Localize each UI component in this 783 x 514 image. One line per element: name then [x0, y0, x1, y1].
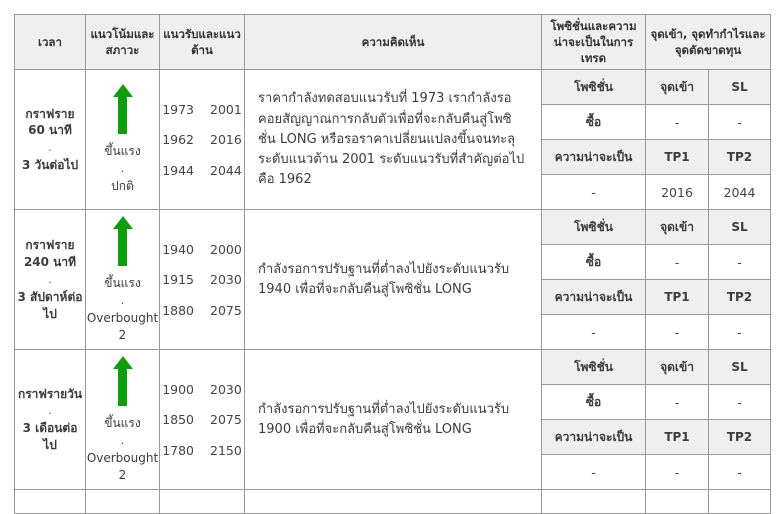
level-pair: 1880 2075 [162, 302, 242, 318]
col-header-time: เวลา [15, 15, 86, 70]
trend-cell [86, 210, 160, 350]
timeframe-cell [15, 70, 86, 210]
trend-condition-label: Overbought 2 [86, 450, 159, 482]
comment-cell [245, 350, 542, 490]
timeframe-label: กราฟราย 240 นาที [23, 238, 77, 269]
tp1-value-cell: - [646, 455, 709, 490]
table-row [15, 350, 771, 385]
support-resistance-cell [160, 70, 245, 210]
up-arrow-icon [113, 216, 133, 266]
tp1-value-cell: - [646, 315, 709, 350]
col-header-entry-tp-sl: จุดเข้า, จุดทำกำไรและจุดตัดขาดทุน [646, 15, 771, 70]
table-row [15, 210, 771, 245]
probability-label-cell: ความน่าจะเป็น [542, 420, 646, 455]
level-pair: 1850 2075 [162, 412, 242, 428]
level-pair: 1780 2150 [162, 442, 242, 458]
tp2-label-cell: TP2 [709, 280, 771, 315]
position-label-cell: โพซิชั่น [542, 350, 646, 385]
tp1-value-cell: 2016 [646, 175, 709, 210]
level-pair: 1962 2016 [162, 132, 242, 148]
up-arrow-icon [113, 84, 133, 134]
trend-cell [86, 70, 160, 210]
dot-separator: . [120, 293, 125, 307]
dot-separator: . [48, 404, 52, 418]
tp1-label-cell: TP1 [646, 280, 709, 315]
sl-label-cell: SL [709, 350, 771, 385]
position-label-cell: โพซิชั่น [542, 210, 646, 245]
tp2-label-cell: TP2 [709, 420, 771, 455]
comment-text: กำลังรอการปรับฐานที่ต่ำลงไปยังระดับแนวรับ 1900 เพื่อที่จะกลับคืนสู่โพซิชั่น LONG [258, 401, 510, 437]
level-pair: 1944 2044 [162, 162, 242, 178]
entry-value-cell: - [646, 245, 709, 280]
col-header-levels: แนวรับและแนวต้าน [160, 15, 245, 70]
clipped-row-cell [160, 490, 245, 514]
col-header-position: โพซิชั่นและความน่าจะเป็นในการเทรด [542, 15, 646, 70]
table-row [15, 70, 771, 105]
sl-label-cell: SL [709, 70, 771, 105]
clipped-next-row [15, 490, 771, 514]
entry-label-cell: จุดเข้า [646, 70, 709, 105]
horizon-label: 3 สัปดาห์ต่อไป [17, 289, 83, 321]
probability-label-cell: ความน่าจะเป็น [542, 280, 646, 315]
sl-value-cell: - [709, 385, 771, 420]
trend-condition-label: ปกติ [111, 179, 134, 194]
trend-strength-label: ขึ้นแรง [104, 276, 141, 291]
tp1-label-cell: TP1 [646, 420, 709, 455]
tp2-label-cell: TP2 [709, 140, 771, 175]
entry-label-cell: จุดเข้า [646, 350, 709, 385]
position-label-cell: โพซิชั่น [542, 70, 646, 105]
clipped-row-cell [245, 490, 542, 514]
clipped-row-cell [15, 490, 86, 514]
timeframe-label: กราฟราย 60 นาที [25, 106, 75, 138]
dot-separator: . [48, 272, 52, 286]
sl-value-cell: - [709, 105, 771, 140]
tp2-value-cell: - [709, 315, 771, 350]
col-header-trend: แนวโน้มและสภาวะ [86, 15, 160, 70]
probability-value-cell: - [542, 315, 646, 350]
comment-cell [245, 210, 542, 350]
trend-strength-label: ขึ้นแรง [104, 144, 141, 159]
table-header-row [15, 15, 771, 70]
level-pair: 1940 2000 [162, 241, 242, 257]
level-pair: 1973 2001 [162, 101, 242, 117]
action-cell: ซื้อ [542, 385, 646, 420]
timeframe-cell [15, 210, 86, 350]
action-cell: ซื้อ [542, 245, 646, 280]
support-resistance-cell [160, 210, 245, 350]
sl-value-cell: - [709, 245, 771, 280]
clipped-row-cell [646, 490, 709, 514]
entry-value-cell: - [646, 105, 709, 140]
dot-separator: . [120, 162, 125, 176]
probability-value-cell: - [542, 455, 646, 490]
probability-label-cell: ความน่าจะเป็น [542, 140, 646, 175]
trend-cell [86, 350, 160, 490]
horizon-label: 3 เดือนต่อไป [22, 421, 78, 453]
level-pair: 1900 2030 [162, 381, 242, 397]
sl-label-cell: SL [709, 210, 771, 245]
clipped-row-cell [86, 490, 160, 514]
comment-text: ราคากำลังทดสอบแนวรับที่ 1973 เรากำลังรอคอยสัญญาณการกลับตัวเพื่อที่จะกลับคืนสู่โพซิชั่น LONG หรือรอราคาเปลี่ยนแปลงขึ้นจนทะลุระดับแนวต้าน 2001 ระดับแนวรับที่สำคัญต่อไปคือ 1962 [258, 91, 525, 187]
horizon-label: 3 วันต่อไป [21, 158, 79, 173]
col-header-comment: ความคิดเห็น [245, 15, 542, 70]
entry-value-cell: - [646, 385, 709, 420]
timeframe-label: กราฟรายวัน [17, 386, 83, 401]
trend-strength-label: ขึ้นแรง [104, 416, 141, 431]
up-arrow-icon [113, 356, 133, 406]
timeframe-cell [15, 350, 86, 490]
level-pair: 1915 2030 [162, 272, 242, 288]
trading-analysis-table [14, 14, 771, 514]
comment-text: กำลังรอการปรับฐานที่ต่ำลงไปยังระดับแนวรับ 1940 เพื่อที่จะกลับคืนสู่โพซิชั่น LONG [258, 261, 510, 297]
tp2-value-cell: - [709, 455, 771, 490]
comment-cell [245, 70, 542, 210]
action-cell: ซื้อ [542, 105, 646, 140]
clipped-row-cell [542, 490, 646, 514]
support-resistance-cell [160, 350, 245, 490]
probability-value-cell: - [542, 175, 646, 210]
tp2-value-cell: 2044 [709, 175, 771, 210]
trend-condition-label: Overbought 2 [86, 310, 159, 342]
tp1-label-cell: TP1 [646, 140, 709, 175]
dot-separator: . [120, 433, 125, 447]
clipped-row-cell [709, 490, 771, 514]
dot-separator: . [48, 141, 52, 155]
entry-label-cell: จุดเข้า [646, 210, 709, 245]
